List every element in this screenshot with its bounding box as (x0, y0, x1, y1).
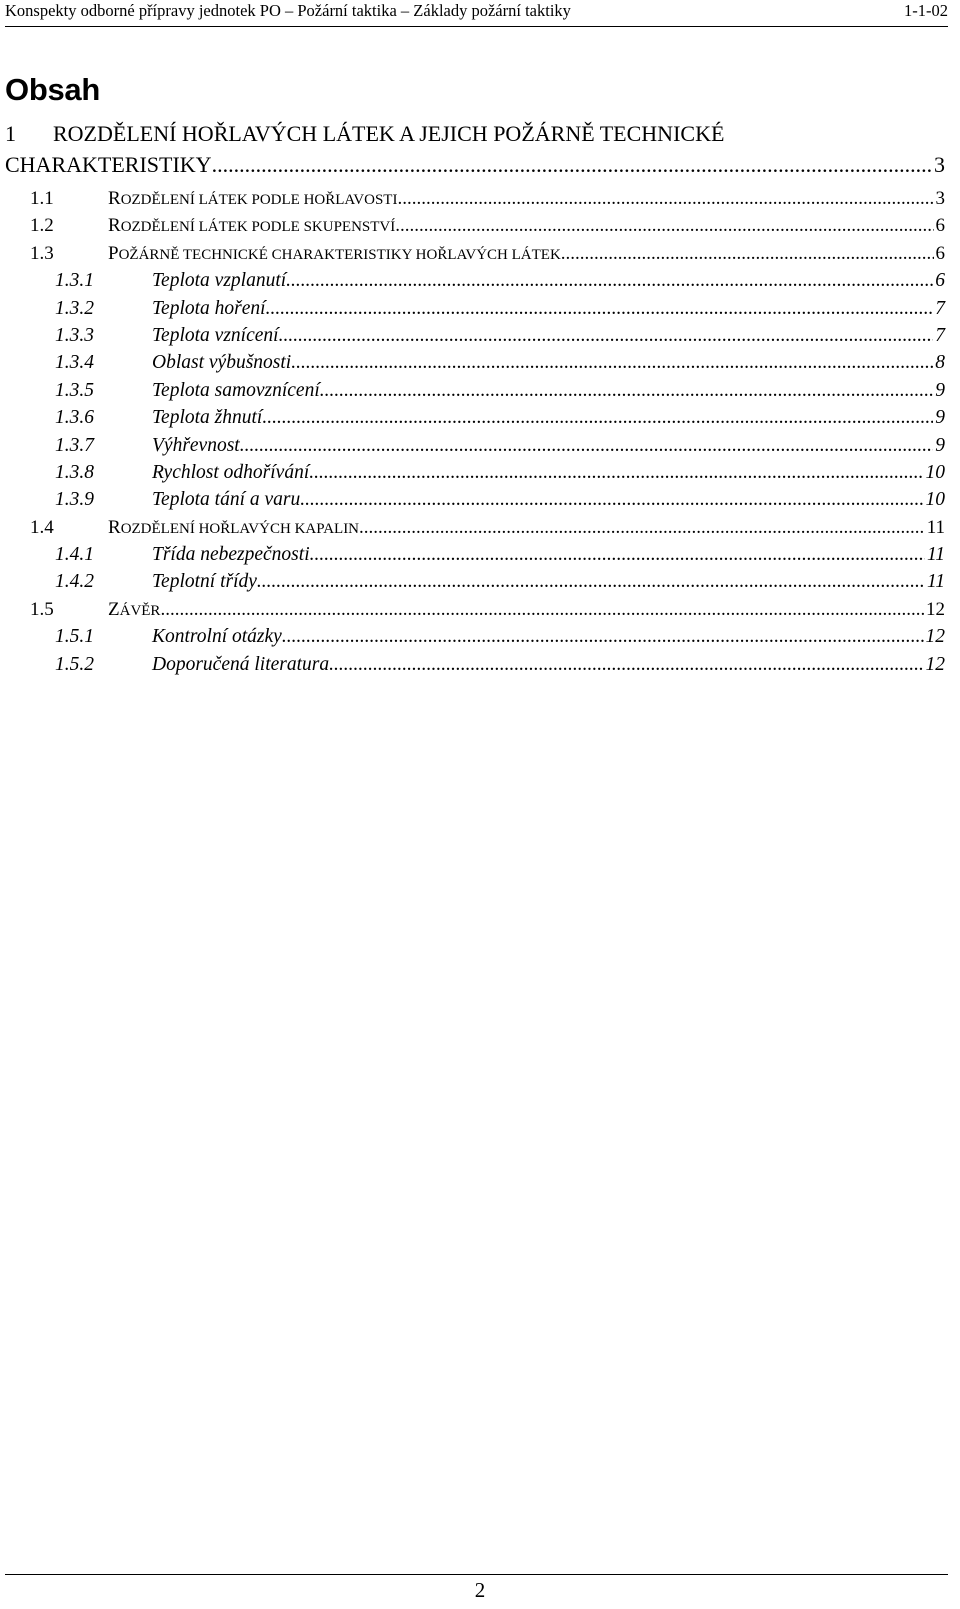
toc-page-number: 12 (925, 626, 945, 648)
dot-leader (359, 517, 925, 539)
toc-section-1-1[interactable] (5, 188, 945, 215)
toc-number: 1.5.1 (55, 626, 94, 648)
dot-leader (212, 150, 932, 180)
toc-subsection-1-4-1[interactable] (5, 544, 945, 571)
header-title: Konspekty odborné přípravy jednotek PO – Požární taktika – Základy požární taktiky (5, 1, 571, 20)
toc-number: 1.3.7 (55, 434, 94, 456)
toc-page-number: 11 (926, 544, 945, 566)
dot-leader (320, 380, 934, 402)
toc-title: ROZDĚLENÍ LÁTEK PODLE HOŘLAVOSTI (108, 188, 398, 209)
toc-title: Teplota vznícení (152, 324, 279, 346)
toc-section-1-3[interactable] (5, 243, 945, 270)
toc-subsection-1-3-9[interactable] (5, 489, 945, 516)
toc-number: 1.4.1 (55, 544, 94, 566)
toc-section-1-2[interactable] (5, 215, 945, 242)
toc-chapter-title-line1: ROZDĚLENÍ HOŘLAVÝCH LÁTEK A JEJICH POŽÁRNĚ TECHNICKÉ (53, 121, 725, 146)
toc-number: 1.3.8 (55, 461, 94, 483)
toc-number: 1.4 (30, 516, 54, 538)
dot-leader (257, 571, 925, 593)
dot-leader (286, 270, 933, 292)
toc-title: Třída nebezpečnosti (152, 544, 310, 566)
dot-leader (266, 298, 934, 320)
toc-page-number: 11 (926, 571, 945, 593)
toc-number: 1.3.6 (55, 407, 94, 429)
toc-number: 1.5 (30, 598, 54, 620)
toc-page-number: 6 (935, 270, 945, 292)
toc-subsection-1-3-4[interactable] (5, 352, 945, 379)
toc-number: 1.3.1 (55, 270, 94, 292)
dot-leader (240, 435, 934, 457)
dot-leader (279, 325, 934, 347)
toc-number: 1.2 (30, 215, 54, 237)
footer-rule (5, 1574, 948, 1575)
toc-chapter-1-line2[interactable] (5, 150, 945, 180)
toc-number: 1.3.5 (55, 379, 94, 401)
toc-number: 1.3.3 (55, 324, 94, 346)
dot-leader (300, 489, 923, 511)
toc-title: ZÁVĚR (108, 598, 161, 620)
toc-title: Teplota žhnutí (152, 407, 263, 429)
dot-leader (262, 407, 933, 429)
dot-leader (395, 215, 933, 237)
toc-number: 1.3 (30, 242, 54, 264)
dot-leader (291, 352, 933, 374)
toc-page-number: 10 (925, 489, 945, 511)
toc-subsection-1-3-7[interactable] (5, 435, 945, 462)
toc-number: 1 (5, 121, 16, 146)
toc-title: Teplota tání a varu (152, 489, 301, 511)
toc-subsection-1-3-3[interactable] (5, 325, 945, 352)
toc-title: Doporučená literatura (152, 653, 330, 675)
toc-page-number: 3 (935, 188, 945, 209)
dot-leader (310, 544, 925, 566)
toc-title: Kontrolní otázky (152, 626, 282, 648)
toc-chapter-title-line2: CHARAKTERISTIKY (5, 152, 212, 177)
toc-title: ROZDĚLENÍ LÁTEK PODLE SKUPENSTVÍ (108, 215, 396, 237)
toc-title: Oblast výbušnosti (152, 352, 292, 374)
dot-leader (282, 626, 924, 648)
toc-number: 1.3.2 (55, 297, 94, 319)
toc-section-1-5[interactable] (5, 599, 945, 626)
toc-page-number: 9 (935, 379, 945, 401)
toc-page-number: 12 (926, 598, 945, 620)
toc-subsection-1-4-2[interactable] (5, 571, 945, 598)
toc-chapter-1[interactable] (5, 118, 945, 150)
toc-page-number: 6 (935, 242, 945, 264)
dot-leader (329, 654, 923, 676)
dot-leader (309, 462, 923, 484)
header-code: 1-1-02 (904, 1, 948, 20)
toc-number: 1.1 (30, 188, 54, 209)
dot-leader (397, 188, 933, 210)
toc-subsection-1-3-1[interactable] (5, 270, 945, 297)
toc-page-number: 11 (926, 516, 945, 538)
toc-page-number: 9 (935, 407, 945, 429)
toc-page-number: 7 (935, 297, 945, 319)
toc-number: 1.3.9 (55, 489, 94, 511)
toc-subsection-1-3-2[interactable] (5, 298, 945, 325)
toc-title: Teplota vzplanutí (152, 270, 287, 292)
toc-subsection-1-5-2[interactable] (5, 654, 945, 681)
toc-section-1-4[interactable] (5, 517, 945, 544)
toc-subsection-1-3-5[interactable] (5, 380, 945, 407)
toc-page-number: 9 (935, 434, 945, 456)
footer-page-number: 2 (474, 1578, 486, 1602)
table-of-contents (5, 118, 945, 681)
toc-number: 1.3.4 (55, 352, 94, 374)
toc-subsection-1-3-8[interactable] (5, 462, 945, 489)
toc-subsection-1-3-6[interactable] (5, 407, 945, 434)
toc-page-number: 3 (934, 152, 945, 177)
toc-page-number: 10 (925, 461, 945, 483)
dot-leader (561, 243, 934, 265)
toc-title: POŽÁRNĚ TECHNICKÉ CHARAKTERISTIKY HOŘLAVÝCH LÁTEK (108, 242, 561, 264)
toc-page-number: 12 (925, 653, 945, 675)
toc-number: 1.4.2 (55, 571, 94, 593)
page-title: Obsah (5, 72, 100, 107)
running-header (5, 0, 948, 27)
toc-page-number: 6 (935, 215, 945, 237)
dot-leader (160, 599, 924, 621)
toc-title: Teplota hoření (152, 297, 266, 319)
toc-title: ROZDĚLENÍ HOŘLAVÝCH KAPALIN (108, 516, 360, 538)
toc-page-number: 7 (935, 324, 945, 346)
toc-title: Teplota samovznícení (152, 379, 320, 401)
toc-title: Výhřevnost (152, 434, 240, 456)
toc-title: Teplotní třídy (152, 571, 257, 593)
toc-subsection-1-5-1[interactable] (5, 626, 945, 653)
toc-title: Rychlost odhořívání (152, 461, 310, 483)
toc-number: 1.5.2 (55, 653, 94, 675)
toc-page-number: 8 (935, 352, 945, 374)
